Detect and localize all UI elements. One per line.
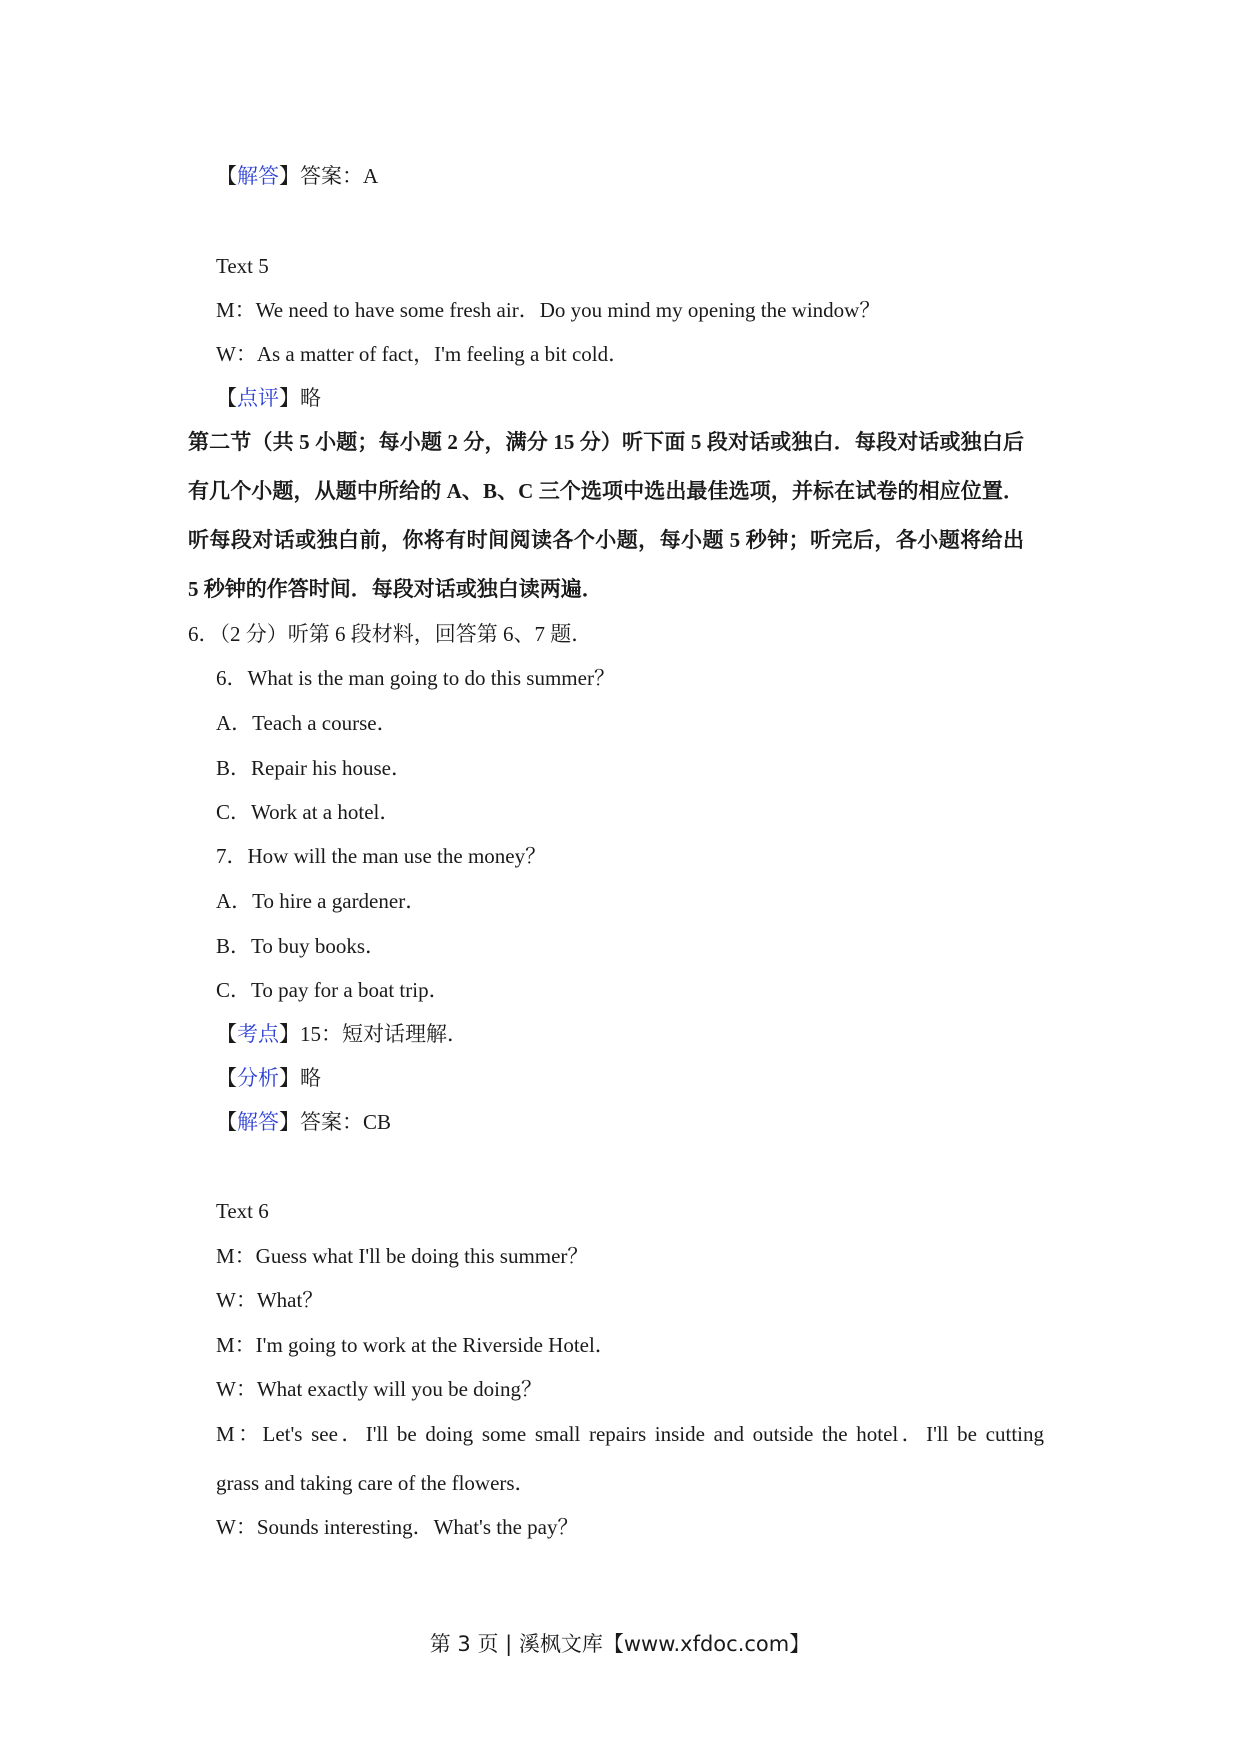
- answer-line-1: [216, 162, 378, 190]
- section-instruction-1: 第二节（共 5 小题；每小题 2 分，满分 15 分）听下面 5 段对话或独白．每段对话或独白后: [188, 430, 1024, 454]
- comment-text: 略: [300, 386, 321, 410]
- text5-line-1: M：We need to have some fresh air．Do you mind my opening the window？: [216, 298, 881, 322]
- text6-line-5a: M：Let's see．I'll be doing some small repairs inside and outside the hotel．I'll be cutting: [216, 1422, 1044, 1446]
- text6-line-1: M：Guess what I'll be doing this summer？: [216, 1244, 589, 1268]
- bracket-open: 【: [216, 164, 237, 188]
- bracket-close: 】: [279, 1110, 300, 1134]
- bracket-close: 】: [279, 1022, 300, 1046]
- answer-text: 答案：CB: [300, 1110, 392, 1134]
- fenxi-line: [216, 1064, 321, 1092]
- text5-line-2: W：As a matter of fact，I'm feeling a bit cold．: [216, 342, 630, 366]
- text6-line-2: W：What？: [216, 1288, 324, 1312]
- comment-label: 点评: [237, 386, 279, 410]
- fenxi-text: 略: [300, 1066, 321, 1090]
- bracket-open: 【: [216, 1022, 237, 1046]
- answer-label: 解答: [237, 164, 279, 188]
- question-6-option-c: C．Work at a hotel．: [216, 800, 401, 824]
- fenxi-label: 分析: [237, 1066, 279, 1090]
- text6-line-3: M：I'm going to work at the Riverside Hotel．: [216, 1333, 616, 1357]
- text6-line-6: W：Sounds interesting．What's the pay？: [216, 1515, 579, 1539]
- answer-label: 解答: [237, 1110, 279, 1134]
- kaodian-label: 考点: [237, 1022, 279, 1046]
- question-7: 7．How will the man use the money？: [216, 844, 547, 868]
- bracket-open: 【: [216, 1110, 237, 1134]
- text6-line-4: W：What exactly will you be doing？: [216, 1377, 543, 1401]
- bracket-close: 】: [279, 1066, 300, 1090]
- question-6-heading: 6．（2 分）听第 6 段材料，回答第 6、7 题．: [188, 622, 593, 646]
- bracket-close: 】: [279, 386, 300, 410]
- answer-text: 答案：A: [300, 164, 379, 188]
- text6-line-5b: grass and taking care of the flowers．: [216, 1471, 536, 1495]
- question-7-option-a: A．To hire a gardener．: [216, 889, 427, 913]
- bracket-open: 【: [216, 1066, 237, 1090]
- page-footer: 第 3 页 | 溪枫文库【www.xfdoc.com】: [429, 1632, 811, 1656]
- question-7-option-c: C．To pay for a boat trip．: [216, 978, 450, 1002]
- question-7-option-b: B．To buy books．: [216, 934, 387, 958]
- text6-title: Text 6: [216, 1199, 269, 1223]
- comment-line: [216, 384, 321, 412]
- section-instruction-3: 听每段对话或独白前，你将有时间阅读各个小题，每小题 5 秒钟；听完后，各小题将给出: [188, 528, 1024, 552]
- kaodian-line: [216, 1020, 468, 1048]
- question-6-option-b: B．Repair his house．: [216, 756, 412, 780]
- bracket-close: 】: [279, 164, 300, 188]
- kaodian-text: 15：短对话理解．: [300, 1022, 468, 1046]
- section-instruction-2: 有几个小题，从题中所给的 A、B、C 三个选项中选出最佳选项，并标在试卷的相应位置．: [188, 479, 1024, 503]
- question-6: 6．What is the man going to do this summer？: [216, 666, 615, 690]
- answer-line-2: [216, 1108, 391, 1136]
- question-6-option-a: A．Teach a course．: [216, 711, 398, 735]
- text5-title: Text 5: [216, 254, 269, 278]
- bracket-open: 【: [216, 386, 237, 410]
- section-instruction-4: 5 秒钟的作答时间．每段对话或独白读两遍．: [188, 577, 603, 601]
